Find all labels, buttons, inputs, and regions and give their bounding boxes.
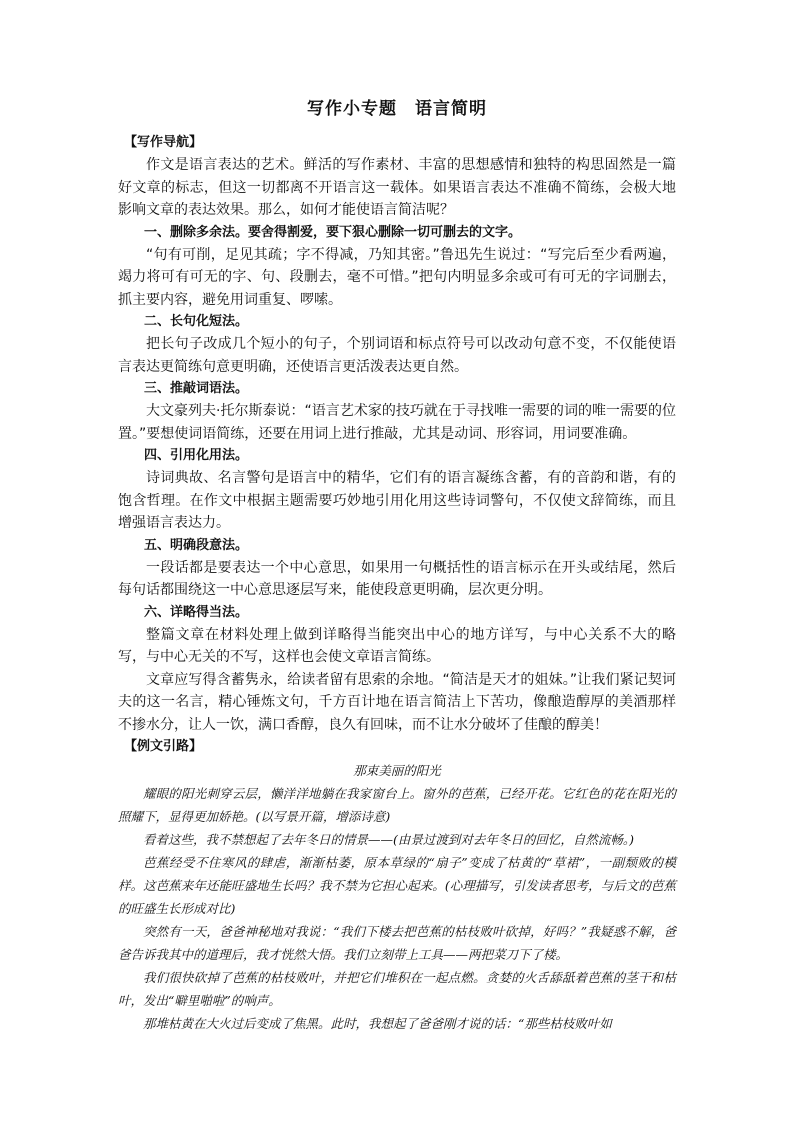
section-header-example: 【例文引路】 [124, 739, 203, 754]
essay-paragraph: 芭蕉经受不住寒风的肆虐，渐渐枯萎，原本草绿的“扇子”变成了枯黄的“草裙”，一副颓败的模样。这芭蕉来年还能旺盛地生长吗？我不禁为它担心起来。(心理描写，引发读者思考，与后文的芭蕉的旺盛生长形成对比) [118, 855, 676, 916]
section-header-guide: 【写作导航】 [124, 135, 203, 150]
essay-title: 那束美丽的阳光 [353, 763, 441, 778]
method-body-5: 一段话都是要表达一个中心意思，如果用一句概括性的语言标示在开头或结尾，然后每句话都围绕这一中心意思逐层写来，能使段意更明确，层次更分明。 [118, 559, 676, 598]
method-body-4: 诗词典故、名言警句是语言中的精华，它们有的语言凝练含蓄，有的音韵和谐，有的饱含哲理。在作文中根据主题需要巧妙地引用化用这些诗词警句，不仅使文辞简练，而且增强语言表达力。 [118, 470, 676, 531]
method-heading-3: 三、推敲词语法。 [144, 381, 249, 396]
method-heading-6: 六、详略得当法。 [144, 604, 249, 620]
method-body-2: 把长句子改成几个短小的句子，个别词语和标点符号可以改动句意不变，不仅能使语言表达更简练句意更明确，还使语言更活泼表达更自然。 [118, 336, 676, 375]
essay-paragraph: 耀眼的阳光刺穿云层，懒洋洋地躺在我家窗台上。窗外的芭蕉，已经开花。它红色的花在阳光的照耀下，显得更加娇艳。(以写景开篇，增添诗意) [118, 786, 676, 824]
method-body-6: 整篇文章在材料处理上做到详略得当能突出中心的地方详写，与中心关系不大的略写，与中心无关的不写，这样也会使文章语言简练。 [118, 626, 676, 665]
method-body-1: “句有可削，足见其疏；字不得减，乃知其密。”鲁迅先生说过：“写完后至少看两遍，竭力将可有可无的字、句、段删去，毫不可惜。”把句内明显多余或可有可无的字词删去，抓主要内容，避免用词重复、啰嗦。 [118, 246, 676, 308]
essay-paragraph: 那堆枯黄在大火过后变成了焦黑。此时，我想起了爸爸刚才说的话：“那些枯枝败叶如 [143, 1016, 612, 1031]
method-heading-4: 四、引用化用法。 [144, 448, 249, 463]
essay-paragraph: 我们很快砍掉了芭蕉的枯枝败叶，并把它们堆积在一起点燃。贪婪的火舌舔舐着芭蕉的茎干和枯叶，发出“噼里啪啦”的响声。 [118, 970, 676, 1008]
guide-closing: 文章应写得含蓄隽永，给读者留有思索的余地。“简洁是天才的姐妹。”让我们紧记契诃夫的这一名言，精心锤炼文句，千方百计地在语言简洁上下苦功，像酿造醇厚的美酒那样不掺水分，让人一饮，满口香醇，良久有回味，而不让水分破坏了佳酿的醇美！ [118, 671, 676, 733]
document-page [118, 96, 676, 1035]
method-body-3: 大文豪列夫·托尔斯泰说：“语言艺术家的技巧就在于寻找唯一需要的词的唯一需要的位置。”要想使词语简练，还要在用词上进行推敲，尤其是动词、形容词，用词要准确。 [118, 403, 676, 442]
method-heading-2: 二、长句化短法。 [144, 314, 249, 329]
guide-intro: 作文是语言表达的艺术。鲜活的写作素材、丰富的思想感情和独特的构思固然是一篇好文章的标志，但这一切都离不开语言这一载体。如果语言表达不准确不简练，会极大地影响文章的表达效果。那么，如何才能使语言简洁呢？ [118, 157, 676, 218]
method-heading-5: 五、明确段意法。 [144, 537, 249, 553]
page-title: 写作小专题 语言简明 [307, 99, 487, 119]
essay-paragraph: 看着这些，我不禁想起了去年冬日的情景——(由景过渡到对去年冬日的回忆，自然流畅。) [143, 832, 635, 847]
essay-paragraph: 突然有一天，爸爸神秘地对我说：“我们下楼去把芭蕉的枯枝败叶砍掉，好吗？”我疑惑不解，爸爸告诉我其中的道理后，我才恍然大悟。我们立刻带上工具——两把菜刀下了楼。 [118, 924, 676, 962]
method-heading-1: 一、删除多余法。要舍得割爱，要下狠心删除一切可删去的文字。 [144, 224, 522, 240]
